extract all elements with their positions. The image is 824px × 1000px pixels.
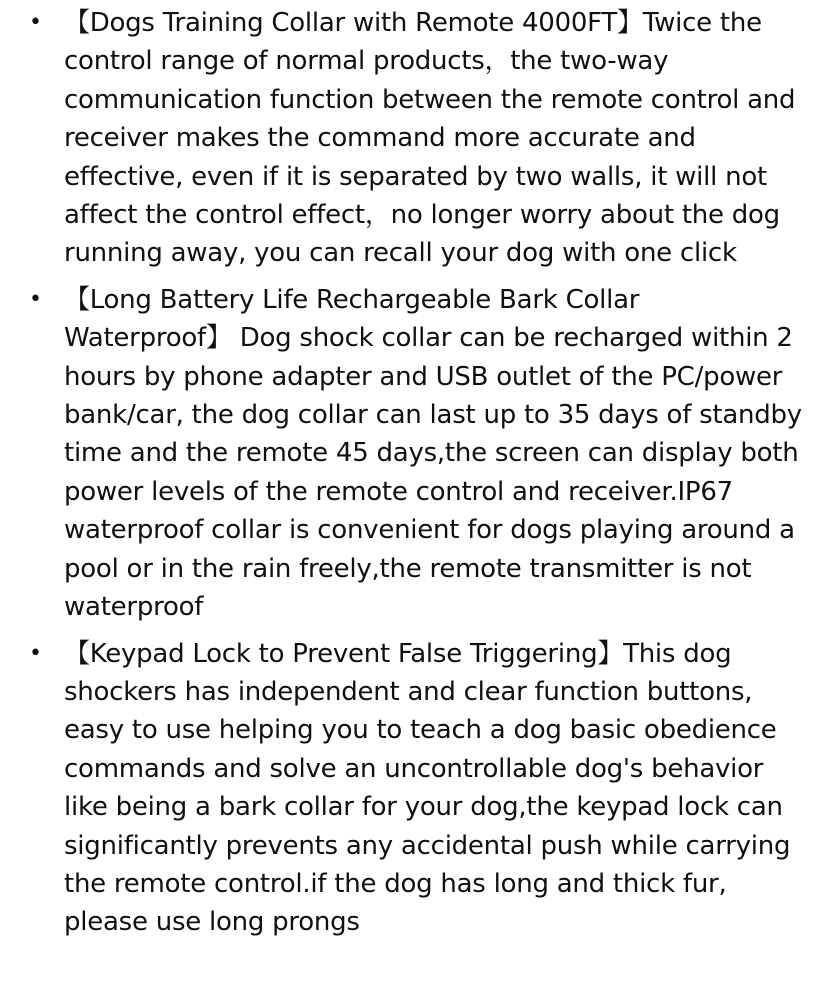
feature-bullet-text: 【Keypad Lock to Prevent False Triggering】This dog shockers has independent and clear function buttons, easy to use helping you to teach a dog basic obedience commands and solve an uncontrollable dog's behavior like being a bark collar for your dog,the keypad lock can significantly prevents any accidental push while carrying the remote control.if the dog has long and thick fur, please use long prongs xyxy=(64,638,791,938)
bullet-dot-icon: • xyxy=(29,10,42,35)
feature-bullet-remote-range xyxy=(0,4,824,273)
feature-bullet-text: 【Long Battery Life Rechargeable Bark Collar Waterproof】 Dog shock collar can be recharged within 2 hours by phone adapter and USB outlet of the PC/power bank/car, the dog collar can last up to 35 days of standby time and the remote 45 days,the screen can display both power levels of the remote control and receiver.IP67 waterproof collar is convenient for dogs playing around a pool or in the rain freely,the remote transmitter is not waterproof xyxy=(64,284,802,623)
feature-bullet-battery-life xyxy=(0,281,824,627)
feature-bullet-keypad-lock xyxy=(0,635,824,942)
bullet-dot-icon: • xyxy=(29,640,42,666)
feature-bullet-list xyxy=(0,4,824,950)
bullet-dot-icon: • xyxy=(29,286,42,312)
feature-bullet-text: 【Dogs Training Collar with Remote 4000FT】Twice the control range of normal products，the two-way communication function between the remote control and receiver makes the command more accurate and effective, even if it is separated by two walls, it will not affect the control effect，no longer worry about the dog running away, you can recall your dog with one click xyxy=(64,8,796,269)
